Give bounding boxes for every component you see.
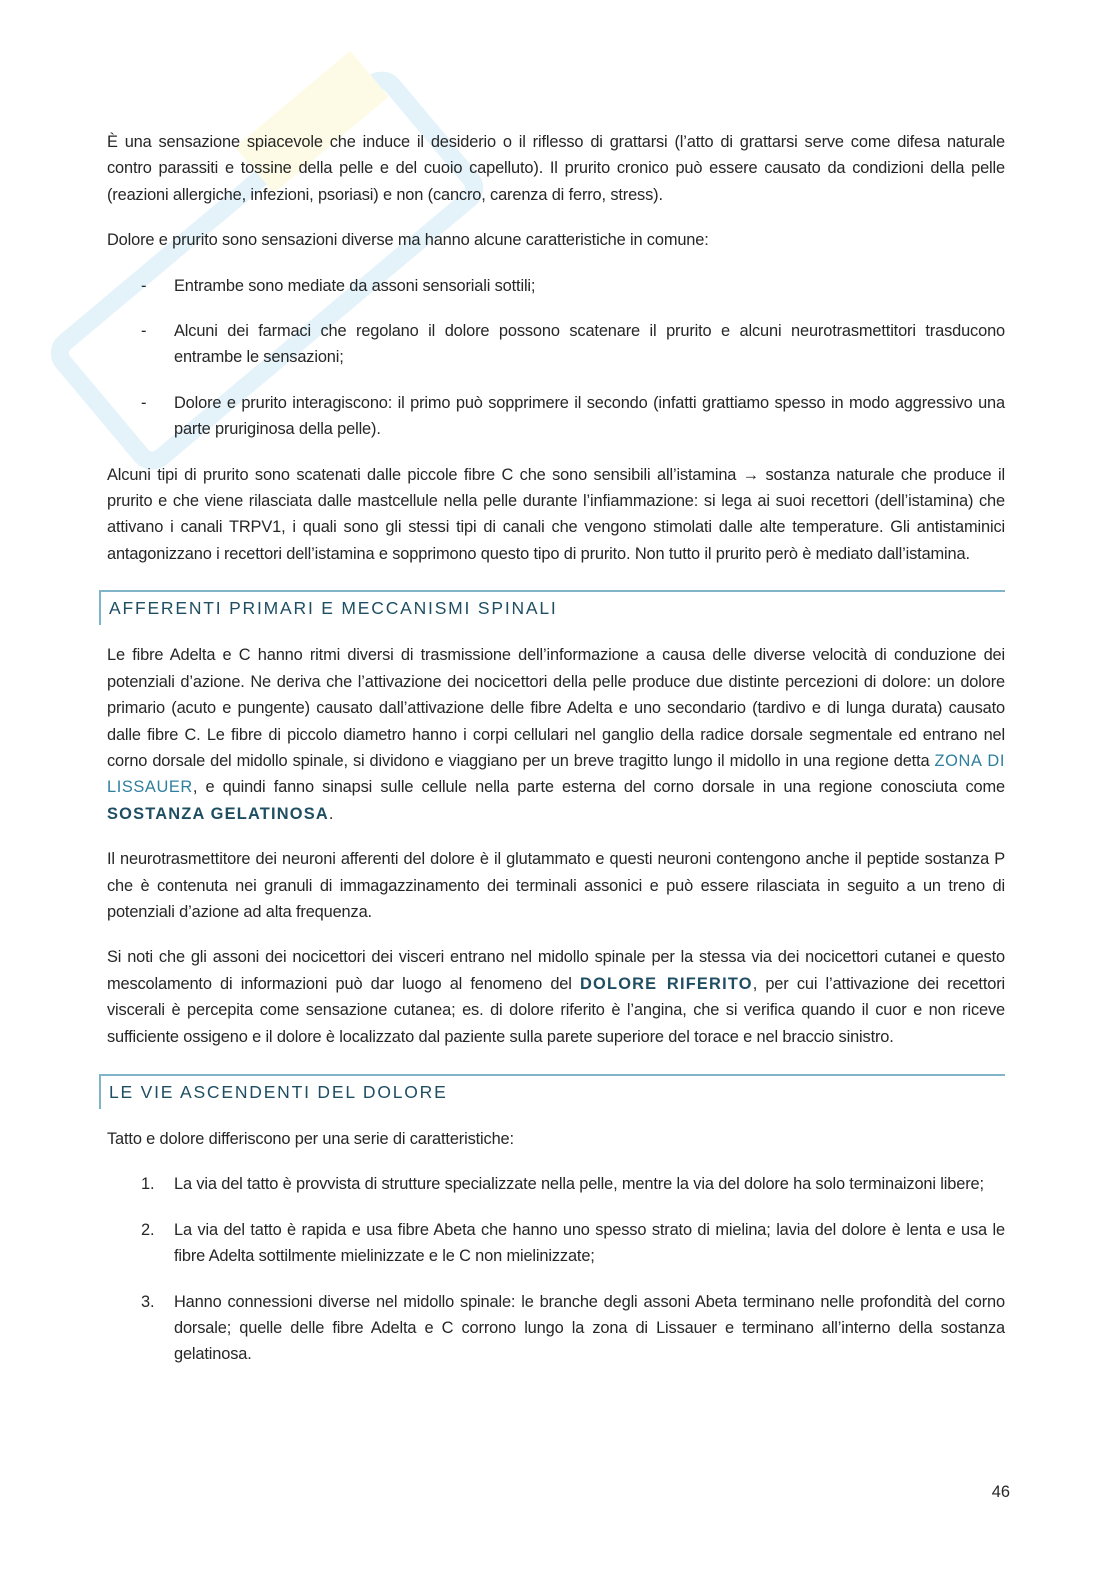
referred-pain-paragraph [107,944,1005,1050]
bullet-marker: - [141,322,147,341]
differences-list [107,1171,1005,1367]
text-run: . [328,804,334,823]
text-run: Le fibre Adelta e C hanno ritmi diversi di trasmissione dell’informazione a causa delle diverse velocità di conduzione dei potenziali d’azione. Ne deriva che l’attivazione dei nocicettori della pelle produce due distinte percezioni di dolore: un dolore primario (acuto e pungente) causato dall’attivazione delle fibre Adelta e uno secondario (tardivo e di lunga durata) causato dalle fibre C. Le fibre di piccolo diametro hanno i corpi cellulari nel ganglio della radice dorsale segmentale ed entrano nel corno dorsale del midollo spinale, si dividono e viaggiano per un breve tragitto lungo il midollo in una regione detta [107,646,1005,770]
section-heading-afferenti: AFFERENTI PRIMARI E MECCANISMI SPINALI [99,590,1005,625]
histamine-paragraph: Alcuni tipi di prurito sono scatenati dalle piccole fibre C che sono sensibili all’istamina → sostanza naturale che produce il prurito e che viene rilasciata dalle mastcellule nella pelle durante l’infiammazione: si lega ai suoi recettori (dell’istamina) che attivano i canali TRPV1, i quali sono gli stessi tipi di canali che vengono stimolati dalle alte temperature. Gli antistaminici antagonizzano i recettori dell’istamina e sopprimono questo tipo di prurito. Non tutto il prurito però è mediato dall’istamina. [107,465,1005,563]
term-zona-lissauer: ZONA DI LISSAUER [107,751,1005,797]
itch-definition-paragraph: È una sensazione spiacevole che induce il desiderio o il riflesso di grattarsi (l’atto di grattarsi serve come difesa naturale contro parassiti e tossine della pelle e del cuoio capelluto). Il prurito cronico può essere causato da condizioni della pelle (reazioni allergiche, infezioni, psoriasi) e non (cancro, carenza di ferro, stress). [107,133,1005,204]
list-item-text: Hanno connessioni diverse nel midollo spinale: le branche degli assoni Abeta terminano nelle profondità del corno dorsale; quelle delle fibre Adelta e C corrono lungo la zona di Lissauer e terminano all’interno della sostanza gelatinosa. [174,1292,1005,1364]
text-run: , e quindi fanno sinapsi sulle cellule nella parte esterna del corno dorsale in una regione conosciuta come [192,778,1005,797]
page-number: 46 [991,1483,1010,1501]
list-item-text: Dolore e prurito interagiscono: il primo può sopprimere il secondo (infatti grattiamo spesso in modo aggressivo una parte pruriginosa della pelle). [174,393,1005,439]
text-run: , per cui l’attivazione dei recettori viscerali è percepita come sensazione cutanea; es. di dolore riferito è l’angina, che si verifica quando il cuor e non riceve sufficiente ossigeno e il dolore è localizzato dal paziente sulla parete superiore del torace e nel braccio sinistro. [107,974,1005,1046]
number-marker: 2. [141,1220,155,1239]
list-item [107,273,1005,299]
list-item [107,1289,1005,1368]
section-heading-vie-ascendenti: LE VIE ASCENDENTI DEL DOLORE [99,1074,1005,1109]
text-run: Si noti che gli assoni dei nocicettori dei visceri entrano nel midollo spinale per la stessa via dei nocicettori cutanei e questo mescolamento di informazioni può dar luogo al fenomeno del [107,948,1005,993]
list-item-text: La via del tatto è provvista di strutture specializzate nella pelle, mentre la via del dolore ha solo terminaizoni libere; [174,1175,984,1194]
list-item-text: Alcuni dei farmaci che regolano il dolore possono scatenare il prurito e alcuni neurotrasmettitori trasducono entrambe le sensazioni; [174,322,1005,367]
neurotransmitter-paragraph: Il neurotrasmettitore dei neuroni afferenti del dolore è il glutammato e questi neuroni contengono anche il peptide sostanza P che è contenuta nei granuli di immagazzinamento dei terminali assonici e può essere rilasciata in seguito a un treno di potenziali d’azione ad alta frequenza. [107,850,1005,921]
list-item [107,1217,1005,1270]
number-marker: 1. [141,1175,155,1194]
fibers-paragraph [107,642,1005,827]
bullet-marker: - [141,276,147,295]
pain-itch-intro-paragraph: Dolore e prurito sono sensazioni diverse ma hanno alcune caratteristiche in comune: [107,231,709,250]
number-marker: 3. [141,1292,155,1311]
main-content [107,129,1005,1387]
list-item [107,1171,1005,1197]
common-features-list [107,273,1005,443]
list-item-text: Entrambe sono mediate da assoni sensoriali sottili; [174,276,536,295]
term-dolore-riferito: DOLORE RIFERITO [580,974,753,993]
term-sostanza-gelatinosa: SOSTANZA GELATINOSA [107,804,329,823]
list-item [107,390,1005,443]
touch-pain-intro-paragraph: Tatto e dolore differiscono per una serie di caratteristiche: [107,1129,514,1148]
list-item-text: La via del tatto è rapida e usa fibre Abeta che hanno uno spesso strato di mielina; lavia del dolore è lenta e usa le fibre Adelta sottilmente mielinizzate e le C non mielinizzate; [174,1220,1005,1266]
bullet-marker: - [141,393,147,412]
list-item [107,318,1005,371]
